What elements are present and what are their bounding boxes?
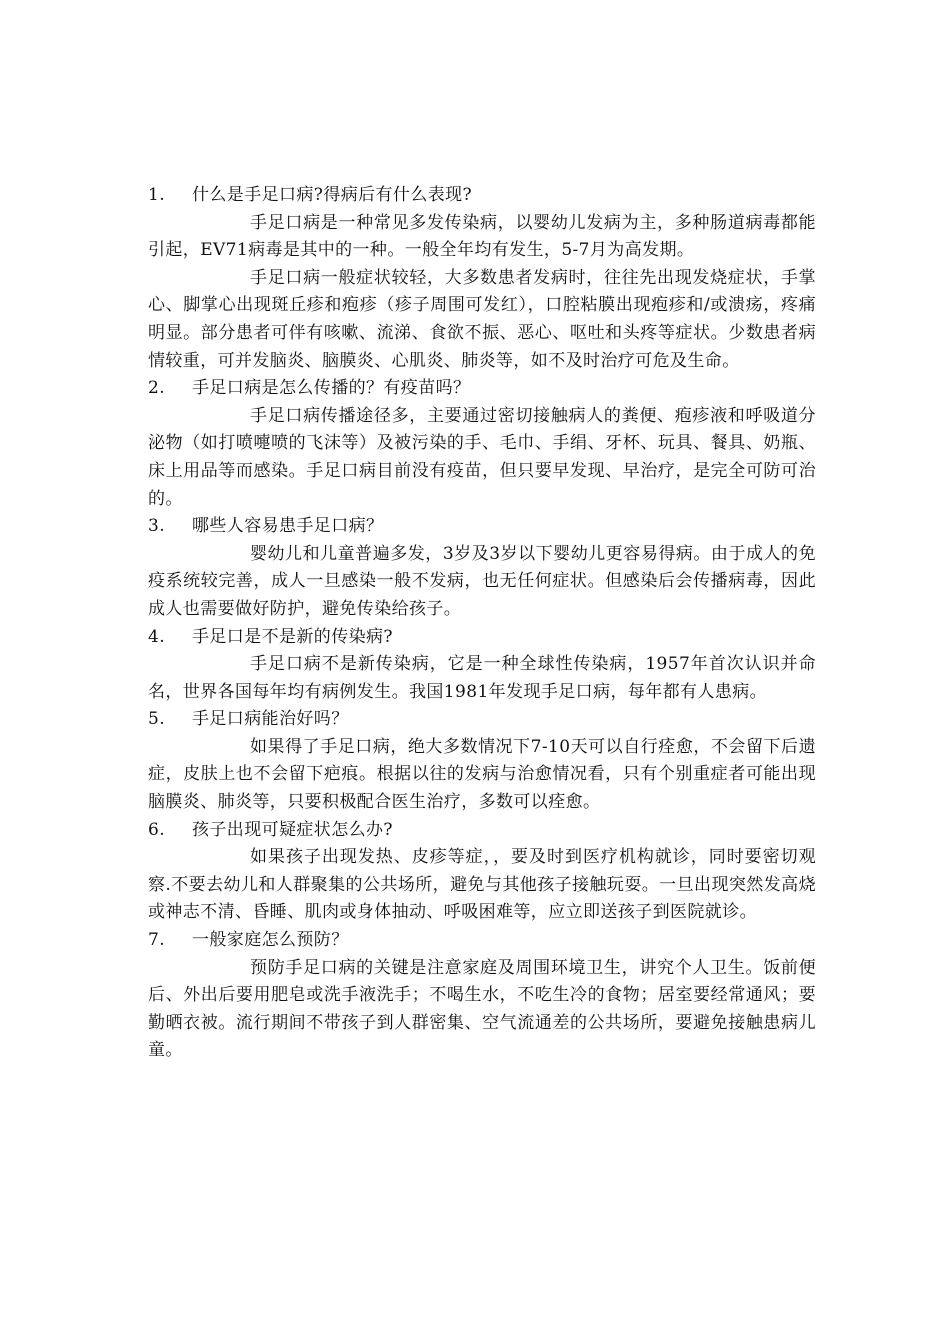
question-3: [148, 513, 816, 541]
question-number: 6.: [148, 819, 166, 840]
question-text: 一般家庭怎么预防？: [192, 930, 349, 951]
question-text: 什么是手足口病?得病后有什么表现?: [192, 185, 473, 205]
answer-paragraph: 如果得了手足口病，绝大多数情况下7-10天可以自行痊愈，不会留下后遗症，皮肤上也不会留下疤痕。根据以往的发病与治愈情况看，只有个别重症者可能出现脑膜炎、肺炎等，只要积极配合医生治疗，多数可以痊愈。: [148, 736, 816, 813]
answer-paragraph: 如果孩子出现发热、皮疹等症，，要及时到医疗机构就诊，同时要密切观察.不要去幼儿和人群聚集的公共场所，避免与其他孩子接触玩耍。一旦出现突然发高烧或神志不清、昏睡、肌肉或身体抽动、呼吸困难等，应立即送孩子到医院就诊。: [148, 847, 816, 923]
question-text: 手足口是不是新的传染病?: [192, 626, 393, 647]
question-number: 4.: [148, 626, 166, 647]
answer-paragraph: 手足口病是一种常见多发传染病，以婴幼儿发病为主，多种肠道病毒都能引起，EV71病毒是其中的一种。一般全年均有发生，5-7月为高发期。: [148, 212, 816, 261]
question-7: [148, 927, 816, 955]
answer-paragraph: 婴幼儿和儿童普遍多发，3岁及3岁以下婴幼儿更容易得病。由于成人的免疫系统较完善，成人一旦感染一般不发病，也无任何症状。但感染后会传播病毒，因此成人也需要做好防护，避免传染给孩子。: [148, 543, 816, 619]
document-body: [148, 182, 816, 1065]
question-4: [148, 624, 816, 652]
question-number: 2.: [148, 378, 166, 399]
question-6: [148, 817, 816, 845]
question-number: 3.: [148, 516, 166, 537]
question-text: 孩子出现可疑症状怎么办?: [192, 819, 393, 840]
question-number: 5.: [148, 709, 166, 730]
answer-paragraph: 手足口病不是新传染病，它是一种全球性传染病，1957年首次认识并命名，世界各国每年均有病例发生。我国1981年发现手足口病，每年都有人患病。: [148, 654, 816, 702]
question-number: 1.: [148, 185, 166, 205]
question-1: [148, 182, 816, 210]
answer-paragraph: 手足口病一般症状较轻，大多数患者发病时，往往先出现发烧症状，手掌心、脚掌心出现斑丘疹和疱疹（疹子周围可发红），口腔粘膜出现疱疹和/或溃疡，疼痛明显。部分患者可伴有咳嗽、流涕、食欲不振、恶心、呕吐和头疼等症状。少数患者病情较重，可并发脑炎、脑膜炎、心肌炎、肺炎等，如不及时治疗可危及生命。: [148, 267, 816, 371]
question-text: 手足口病是怎么传播的？有疫苗吗？: [192, 378, 471, 399]
answer-paragraph: 预防手足口病的关键是注意家庭及周围环境卫生，讲究个人卫生。饭前便后、外出后要用肥皂或洗手液洗手；不喝生水，不吃生冷的食物；居室要经常通风；要勤晒衣被。流行期间不带孩子到人群密集、空气流通差的公共场所，要避免接触患病儿童。: [148, 957, 816, 1061]
question-5: [148, 706, 816, 734]
question-number: 7.: [148, 930, 166, 951]
question-text: 手足口病能治好吗？: [192, 709, 349, 730]
question-text: 哪些人容易患手足口病？: [192, 516, 384, 537]
answer-paragraph: 手足口病传播途径多，主要通过密切接触病人的粪便、疱疹液和呼吸道分泌物（如打喷嚏喷的飞沫等）及被污染的手、毛巾、手绢、牙杯、玩具、餐具、奶瓶、床上用品等而感染。手足口病目前没有疫苗，但只要早发现、早治疗，是完全可防可治的。: [148, 405, 816, 509]
question-2: [148, 375, 816, 403]
